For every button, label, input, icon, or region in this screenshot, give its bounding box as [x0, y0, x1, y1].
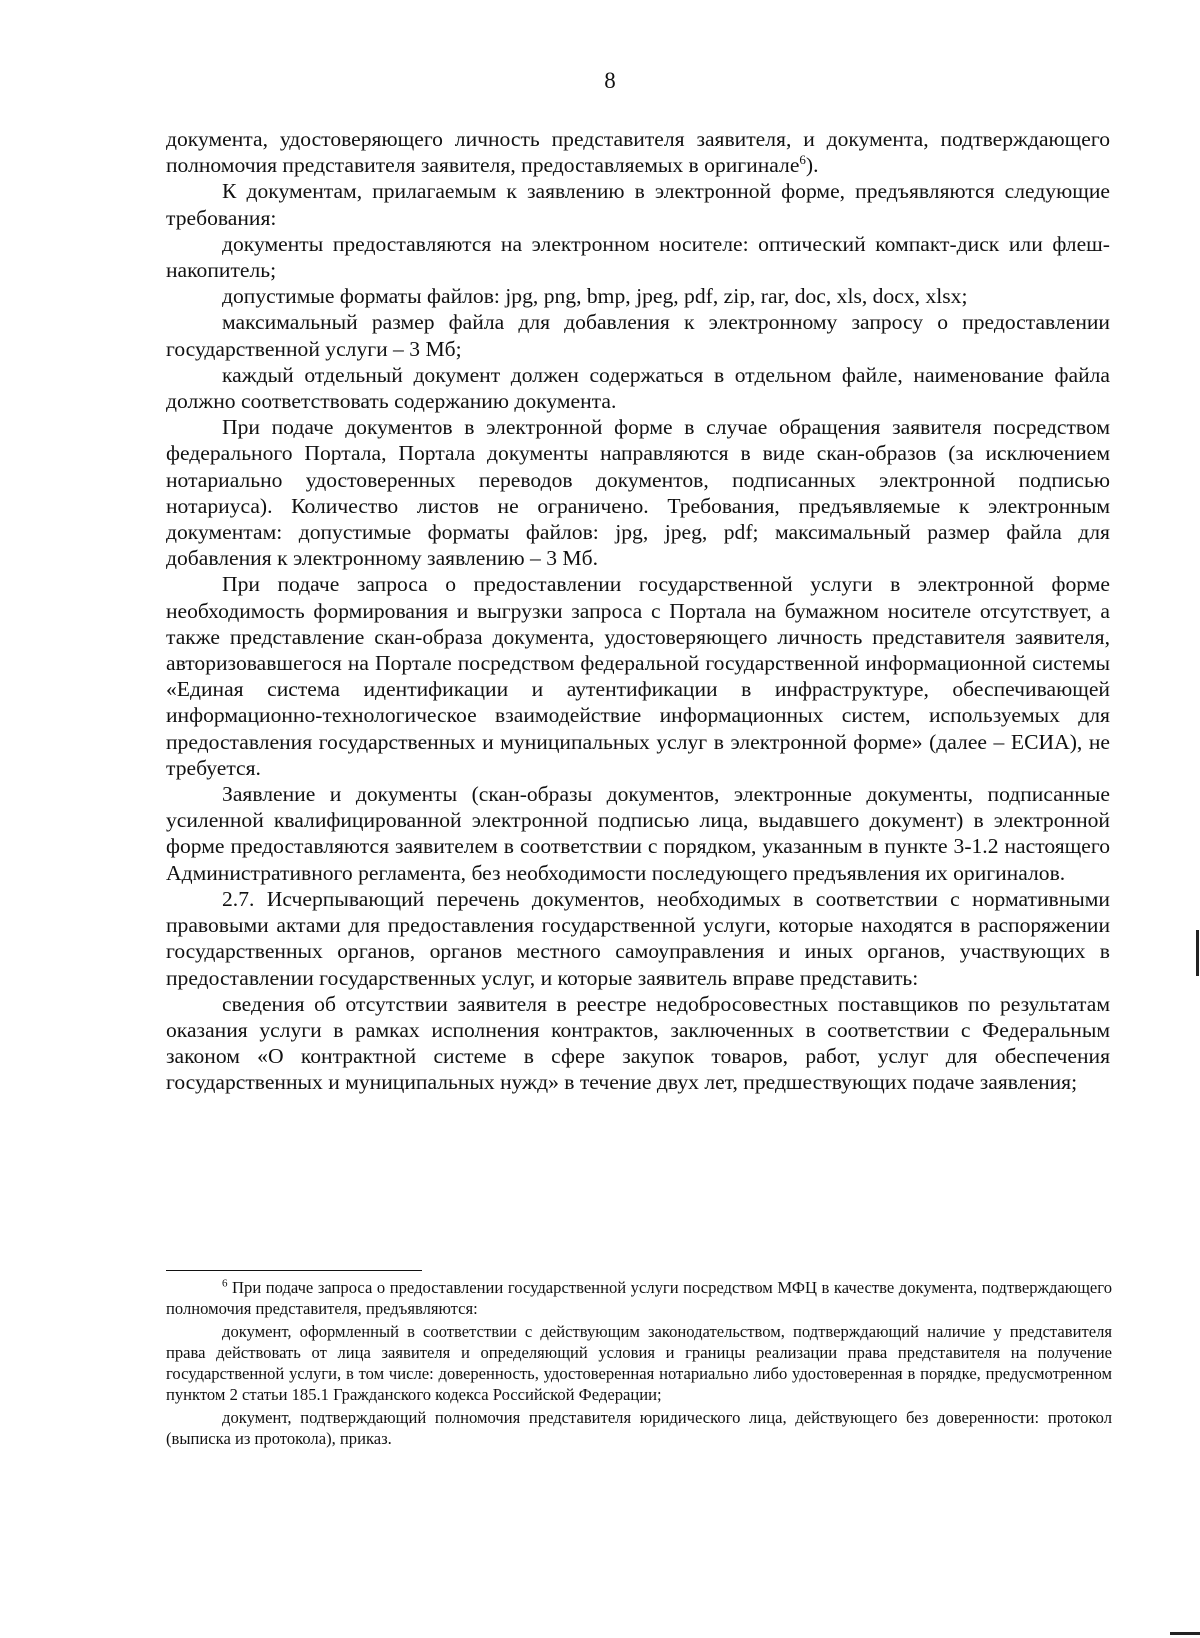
footnote-marker: 6 [222, 1277, 228, 1290]
footnote [166, 1277, 1112, 1319]
paragraph-text-tail: ). [805, 153, 819, 178]
footnote-paragraph: документ, оформленный в соответствии с действующим законодательством, подтверждающий наличие у представителя права действовать от лица заявителя и определяющий условия и границы реализации права представителя на получение государственной услуги, в том числе: доверенность, удостоверенная нотариально либо удостоверенная в порядке, предусмотренном пунктом 2 статьи 185.1 Гражданского кодекса Российской Федерации; [166, 1322, 1112, 1404]
footnote-text: При подаче запроса о предоставлении государственной услуги посредством МФЦ в качестве документа, подтверждающего полномочия представителя, предъявляются: [166, 1278, 1112, 1318]
paragraph: документы предоставляются на электронном носителе: оптический компакт-диск или флеш-накопитель; [166, 231, 1110, 283]
scan-edge-mark [1170, 1632, 1200, 1635]
paragraph: При подаче документов в электронной форме в случае обращения заявителя посредством федерального Портала, Портала документы направляются в виде скан-образов (за исключением нотариально удостоверенных переводов документов, подписанных электронной подписью нотариуса). Количество листов не ограничено. Требования, предъявляемые к электронным документам: допустимые форматы файлов: jpg, jpeg, pdf; максимальный размер файла для добавления к электронному заявлению – 3 Мб. [166, 415, 1110, 571]
paragraph: максимальный размер файла для добавления к электронному запросу о предоставлении государственной услуги – 3 Мб; [166, 310, 1110, 361]
paragraph: сведения об отсутствии заявителя в реестре недобросовестных поставщиков по результатам оказания услуги в рамках исполнения контрактов, заключенных в соответствии с Федеральным законом «О контрактной системе в сфере закупок товаров, работ, услуг для обеспечения государственных и муниципальных нужд» в течение двух лет, предшествующих подаче заявления; [166, 991, 1110, 1095]
paragraph: Заявление и документы (скан-образы документов, электронные документы, подписанные усиленной квалифицированной электронной подписью лица, выдавшего документ) в электронной форме предоставляются заявителем в соответствии с порядком, указанным в пункте 3-1.2 настоящего Административного регламента, без необходимости последующего предъявления их оригиналов. [166, 782, 1110, 885]
paragraph [166, 126, 1110, 178]
footnote-paragraph: документ, подтверждающий полномочия представителя юридического лица, действующего без доверенности: протокол (выписка из протокола), приказ. [166, 1408, 1112, 1448]
scan-edge-mark [1196, 930, 1199, 976]
paragraph: К документам, прилагаемым к заявлению в электронной форме, предъявляются следующие требования: [166, 179, 1110, 230]
page-number: 8 [604, 68, 616, 93]
paragraph-text: документа, удостоверяющего личность представителя заявителя, и документа, подтверждающего полномочия представителя заявителя, предоставляемых в оригинале [166, 127, 1110, 178]
footnote-separator [166, 1270, 422, 1271]
paragraph: 2.7. Исчерпывающий перечень документов, необходимых в соответствии с нормативными правовыми актами для предоставления государственной услуги, которые находятся в распоряжении государственных органов, органов местного самоуправления и иных органов, участвующих в предоставлении государственных услуг, и которые заявитель вправе представить: [166, 886, 1110, 990]
footnote-reference: 6 [799, 152, 806, 168]
paragraph: При подаче запроса о предоставлении государственной услуги в электронной форме необходимость формирования и выгрузки запроса с Портала на бумажном носителе отсутствует, а также представление скан-образа документа, удостоверяющего личность представителя заявителя, авторизовавшегося на Портале посредством федеральной государственной информационной системы «Единая система идентификации и аутентификации в инфраструктуре, обеспечивающей информационно-технологическое взаимодействие информационных систем, используемых для предоставления государственных и муниципальных услуг в электронной форме» (далее – ЕСИА), не требуется. [166, 572, 1110, 780]
footnotes [166, 1277, 1112, 1451]
paragraph: каждый отдельный документ должен содержаться в отдельном файле, наименование файла должно соответствовать содержанию документа. [166, 362, 1110, 414]
body-text [166, 126, 1110, 1096]
paragraph: допустимые форматы файлов: jpg, png, bmp, jpeg, pdf, zip, rar, doc, xls, docx, xlsx; [222, 284, 968, 309]
